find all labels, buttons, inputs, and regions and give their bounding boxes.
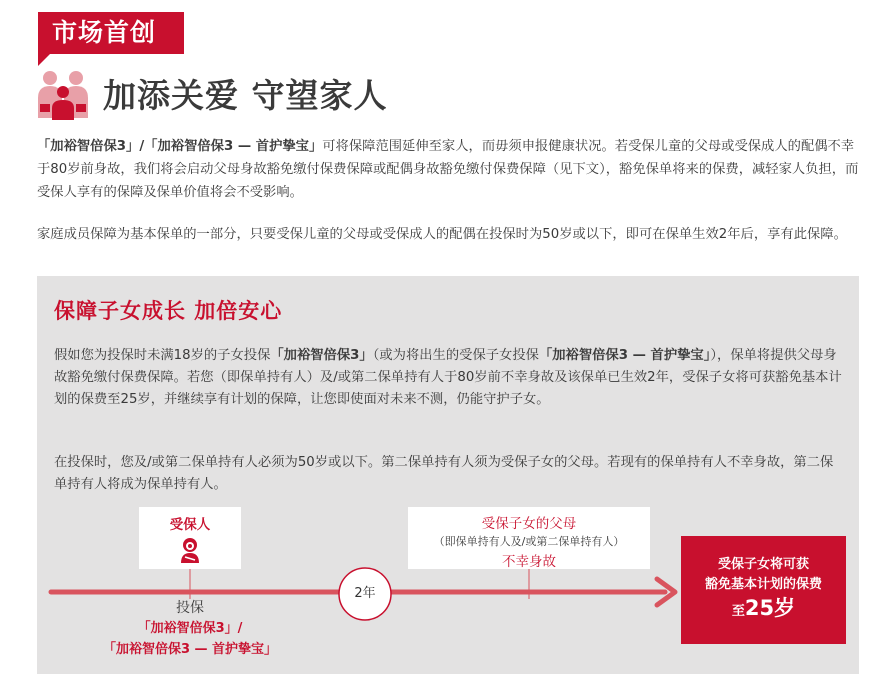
parents-death-label: 不幸身故 [502, 554, 556, 570]
insured-card [139, 507, 241, 569]
product-name: 「加裕智倍保3」/「加裕智倍保3 — 首护挚宝」 [37, 139, 323, 154]
panel-text-b: （或为将出生的受保子女投保 [372, 348, 539, 363]
intro-paragraph-1 [37, 135, 863, 204]
waiver-result-box [681, 536, 846, 644]
insured-label: 受保人 [169, 517, 211, 533]
start-label: 投保 [176, 600, 204, 616]
baby-icon [178, 537, 202, 563]
intro-text-1: 可将保障范围延伸至家人，而毋须申报健康状况。若受保儿童的父母或受保成人的配偶不幸于80岁前身故，我们将会启动父母身故豁免缴付保费保障或配偶身故豁免缴付保费保障（见下文），豁免保单将来的保费，减轻家人负担，而受保人享有的保障及保单价值将会不受影响。 [37, 139, 859, 200]
result-age-row [681, 595, 846, 625]
two-year-label: 2年 [354, 586, 376, 601]
panel-title: 保障子女成长 加倍安心 [54, 299, 283, 323]
start-product-2: 「加裕智倍保3 — 首护挚宝」 [102, 642, 278, 657]
child-protection-panel [37, 276, 859, 674]
panel-paragraph-2: 在投保时，您及/或第二保单持有人必须为50岁或以下。第二保单持有人须为受保子女的父母。若现有的保单持有人不幸身故，第二保单持有人将成为保单持有人。 [54, 455, 834, 492]
start-products [97, 618, 283, 660]
result-age: 25岁 [744, 596, 796, 620]
intro-paragraph-2: 家庭成员保障为基本保单的一部分，只要受保儿童的父母或受保成人的配偶在投保时为50岁或以下，即可在保单生效2年后，享有此保障。 [37, 227, 847, 242]
parents-label: 受保子女的父母 [481, 516, 577, 532]
page-title: 加添关爱 守望家人 [103, 76, 388, 115]
parents-card [408, 507, 650, 569]
result-line-1: 受保子女将可获 [717, 557, 809, 572]
start-product-1: 「加裕智倍保3」/ [137, 621, 243, 636]
panel-text-a: 假如您为投保时未满18岁的子女投保 [54, 348, 271, 363]
product-name-2: 「加裕智倍保3 — 首护挚宝」 [538, 348, 711, 363]
family-icon [34, 68, 92, 120]
badge-tail [38, 54, 50, 66]
parents-subtitle: （即保单持有人及/或第二保单持有人） [433, 535, 625, 548]
panel-text-c: ），保单将提供父母身故豁免缴付保费保障。若您（即保单持有人）及/或第二保单持有人于80岁前不幸身故及该保单已生效2年，受保子女将可获豁免基本计划的保费至25岁，并继续享有计划的保障，让您即使面对未来不测，仍能守护子女。 [54, 348, 842, 407]
result-line-2: 豁免基本计划的保费 [704, 577, 822, 592]
market-first-badge: 市场首创 [38, 12, 184, 54]
result-prefix: 至 [731, 604, 745, 619]
product-name-1: 「加裕智倍保3」 [270, 348, 373, 363]
